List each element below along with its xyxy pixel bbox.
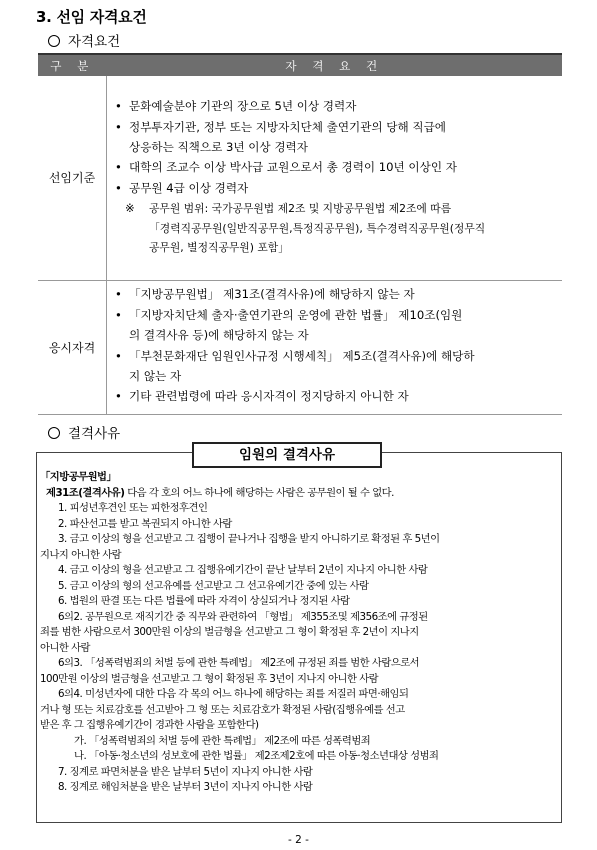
law-line: 4. 금고 이상의 형을 선고받고 그 집행유예기간이 끝난 날부터 2년이 지나지 아니한 사람 (58, 564, 428, 576)
row-body (107, 76, 563, 280)
law-line: 2. 파산선고를 받고 복권되지 아니한 사람 (58, 517, 232, 530)
item-text: 「경력직공무원(일반직공무원,특정직공무원), 특수경력직공무원(정무직 (149, 221, 486, 235)
table-row (38, 76, 562, 280)
law-line: 1. 피성년후견인 또는 피한정후견인 (58, 502, 208, 514)
article-line (40, 486, 556, 502)
item-text: 대학의 조교수 이상 박사급 교원으로서 총 경력이 10년 이상인 자 (129, 160, 457, 175)
bullet-mark: • (115, 287, 122, 302)
requirement-item (115, 238, 562, 257)
bullet-mark: • (115, 119, 122, 134)
law-line: 100만원 이상의 벌금형을 선고받고 그 형이 확정된 후 3년이 지나지 아니한 사람 (40, 672, 379, 685)
subsection-label: 결격사유 (68, 426, 121, 442)
row-body (107, 280, 563, 414)
item-text: 공무원 범위: 국가공무원법 제2조 및 지방공무원법 제2조에 따름 (149, 202, 452, 216)
qualification-table (38, 53, 562, 415)
law-line: 아니한 사람 (40, 641, 91, 654)
item-text: 정부투자기관, 정부 또는 지방자치단체 출연기관의 당해 직급에 (129, 119, 446, 134)
law-line: 3. 금고 이상의 형을 선고받고 그 집행이 끝나거나 집행을 받지 아니하기로 확정된 후 5년이 (58, 533, 440, 545)
law-line: 8. 징계로 해임처분을 받은 날부터 3년이 지나지 아니한 사람 (58, 781, 313, 793)
bullet-mark: • (115, 389, 122, 404)
bullet-mark: • (115, 160, 122, 175)
item-text: 문화예술분야 기관의 장으로 5년 이상 경력자 (129, 99, 357, 114)
law-text (40, 470, 556, 796)
requirement-item (115, 285, 562, 304)
circle-bullet-icon (48, 35, 60, 47)
requirement-item (115, 219, 562, 238)
subsection-label: 자격요건 (68, 34, 121, 50)
law-line: 받은 후 그 집행유예기간이 경과한 사람을 포함한다) (40, 719, 259, 731)
requirement-item (115, 179, 562, 198)
law-line: 나. 「아동·청소년의 성보호에 관한 법률」 제2조제2호에 따른 아동·청소년대상 성범죄 (74, 750, 439, 762)
law-line: 지나지 아니한 사람 (40, 548, 122, 561)
law-line: 죄를 범한 사람으로서 300만원 이상의 벌금형을 선고받고 그 형이 확정된 후 2년이 지나지 (40, 626, 419, 638)
law-line: 6의4. 미성년자에 대한 다음 각 목의 어느 하나에 해당하는 죄를 저질러 파면·해임되 (58, 688, 409, 700)
item-text: 공무원, 별정직공무원) 포함」 (149, 240, 290, 254)
requirement-item (115, 118, 562, 137)
header-category: 구 분 (38, 54, 107, 76)
requirement-item (115, 158, 562, 177)
requirement-item (115, 138, 562, 157)
table-row (38, 280, 562, 414)
requirement-item (115, 347, 562, 366)
law-line: 6의2. 공무원으로 재직기간 중 직무와 관련하여 「형법」 제355조및 제356조에 규정된 (58, 610, 428, 623)
bullet-mark: ※ (125, 201, 135, 216)
item-text: 상응하는 직책으로 3년 이상 경력자 (129, 139, 308, 154)
law-line: 5. 금고 이상의 형의 선고유예를 선고받고 그 선고유예기간 중에 있는 사람 (58, 579, 369, 592)
requirement-item (115, 306, 562, 325)
law-name: 「지방공무원법」 (40, 471, 117, 483)
requirement-item (115, 326, 562, 345)
box-title: 임원의 결격사유 (192, 442, 382, 468)
item-text: 「지방자치단체 출자·출연기관의 운영에 관한 법률」 제10조(임원 (129, 307, 463, 322)
law-line: 거나 형 또는 치료감호를 선고받아 그 형 또는 치료감호가 확정된 사람(집행유예를 선고 (40, 703, 405, 716)
item-text: 지 않는 자 (129, 368, 182, 383)
law-line: 가. 「성폭력범죄의 처벌 등에 관한 특례법」 제2조에 따른 성폭력범죄 (74, 734, 371, 747)
item-text: 공무원 4급 이상 경력자 (129, 180, 249, 195)
law-line: 6. 법원의 판결 또는 다른 법률에 따라 자격이 상실되거나 정지된 사람 (58, 595, 350, 607)
law-line: 6의3. 「성폭력범죄의 처벌 등에 관한 특례법」 제2조에 규정된 죄를 범한 사람으로서 (58, 657, 420, 669)
item-text: 의 결격사유 등)에 해당하지 않는 자 (129, 328, 309, 343)
circle-bullet-icon (48, 427, 60, 439)
section-title: 3. 선임 자격요건 (36, 8, 147, 26)
item-text: 「지방공무원법」 제31조(결격사유)에 해당하지 않는 자 (129, 287, 415, 302)
bullet-mark: • (115, 180, 122, 195)
law-line: 7. 징계로 파면처분을 받은 날부터 5년이 지나지 아니한 사람 (58, 765, 313, 778)
requirement-item (115, 199, 562, 218)
subsection-qualifications (48, 30, 120, 50)
requirement-item (115, 97, 562, 116)
subsection-disqualifications (48, 422, 120, 442)
requirement-item (115, 387, 562, 406)
bullet-mark: • (115, 99, 122, 114)
table-header-row (38, 54, 562, 76)
bullet-mark: • (115, 348, 122, 363)
bullet-mark: • (115, 307, 122, 322)
page-number: - 2 - (288, 834, 309, 846)
row-category: 응시자격 (38, 280, 107, 414)
header-requirements: 자 격 요 건 (107, 54, 563, 76)
requirement-item (115, 367, 562, 386)
article-rest: 다음 각 호의 어느 하나에 해당하는 사람은 공무원이 될 수 없다. (124, 486, 394, 499)
row-category: 선임기준 (38, 76, 107, 280)
item-text: 기타 관련법령에 따라 응시자격이 정지당하지 아니한 자 (129, 389, 409, 404)
item-text: 「부천문화재단 임원인사규정 시행세칙」 제5조(결격사유)에 해당하 (129, 348, 475, 363)
article-head: 제31조(결격사유) (46, 486, 125, 499)
